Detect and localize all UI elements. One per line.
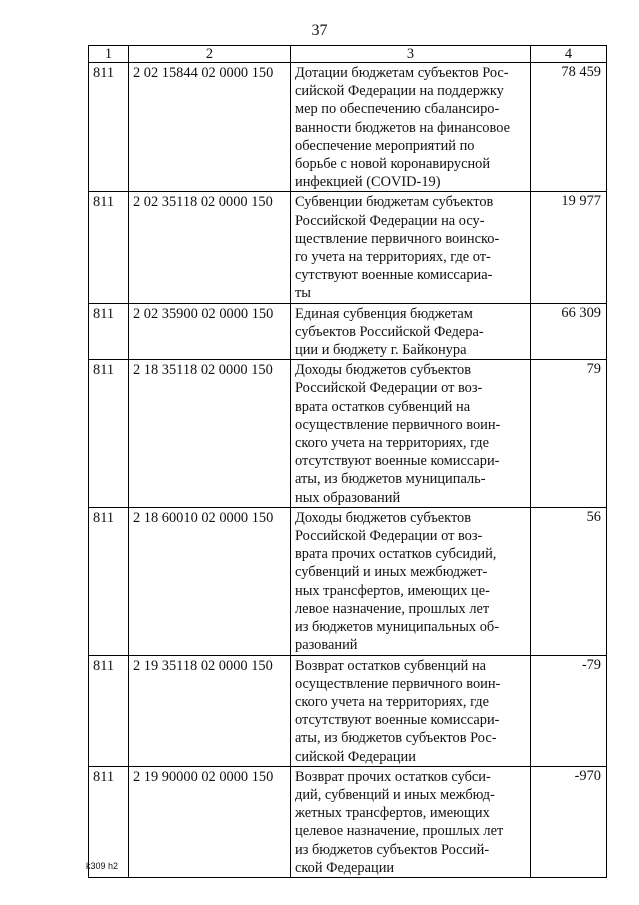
table-body [89, 63, 607, 878]
name-line: Единая субвенция бюджетам [295, 305, 473, 322]
name-line: обеспечение мероприятий по [295, 137, 475, 154]
table-row [89, 655, 607, 766]
name-line: Доходы бюджетов субъектов [295, 509, 472, 526]
cell-name [291, 303, 531, 360]
name-line: сийской Федерации на поддержку [295, 83, 504, 100]
cell-amount: 79 [531, 360, 607, 508]
name-line: отсутствуют военные комиссари- [295, 712, 500, 729]
name-line: врата прочих остатков субсидий, [295, 546, 497, 563]
table-row [89, 360, 607, 508]
cell-group: 811 [89, 766, 129, 877]
name-line: осуществление первичного воин- [295, 675, 501, 692]
name-line: Российской Федерации на осу- [295, 212, 485, 229]
table-row [89, 192, 607, 303]
cell-code: 2 02 35900 02 0000 150 [129, 303, 291, 360]
name-line: ванности бюджетов на финансовое [295, 119, 510, 136]
table-row [89, 766, 607, 877]
cell-amount: 66 309 [531, 303, 607, 360]
header-col-2: 2 [129, 46, 291, 63]
cell-group: 811 [89, 507, 129, 655]
cell-group: 811 [89, 303, 129, 360]
cell-code: 2 18 60010 02 0000 150 [129, 507, 291, 655]
header-col-1: 1 [89, 46, 129, 63]
budget-revenue-table [88, 45, 607, 878]
cell-name [291, 766, 531, 877]
name-line: Возврат остатков субвенций на [295, 657, 487, 674]
name-line: из бюджетов муниципальных об- [295, 619, 500, 636]
name-line: Российской Федерации от воз- [295, 528, 483, 545]
cell-name [291, 507, 531, 655]
name-line: Субвенции бюджетам субъектов [295, 194, 494, 211]
cell-group: 811 [89, 192, 129, 303]
name-line: ского учета на территориях, где [295, 693, 489, 710]
name-line: ты [295, 285, 311, 302]
name-line: мер по обеспечению сбалансиро- [295, 101, 500, 118]
cell-amount: 56 [531, 507, 607, 655]
name-line: Доходы бюджетов субъектов [295, 362, 472, 379]
name-line: ных образований [295, 489, 401, 506]
name-line: субъектов Российской Федера- [295, 323, 484, 340]
name-line: разований [295, 637, 358, 654]
cell-amount: 78 459 [531, 63, 607, 192]
name-line: ции и бюджету г. Байконура [295, 342, 467, 359]
cell-group: 811 [89, 360, 129, 508]
cell-code: 2 19 35118 02 0000 150 [129, 655, 291, 766]
name-line: аты, из бюджетов субъектов Рос- [295, 730, 497, 747]
cell-code: 2 19 90000 02 0000 150 [129, 766, 291, 877]
footer-mark: k309 h2 [86, 861, 119, 871]
name-line: субвенций и иных межбюджет- [295, 564, 488, 581]
name-line: Дотации бюджетам субъектов Рос- [295, 65, 509, 81]
table-row [89, 303, 607, 360]
name-line: го учета на территориях, где от- [295, 249, 491, 266]
cell-group: 811 [89, 63, 129, 192]
name-line: инфекцией (COVID-19) [295, 174, 441, 191]
header-col-3: 3 [291, 46, 531, 63]
name-line: левое назначение, прошлых лет [295, 600, 490, 617]
name-line: ской Федерации [295, 859, 395, 876]
name-line: сийской Федерации [295, 748, 416, 765]
name-line: сутствуют военные комиссариа- [295, 267, 493, 284]
cell-amount: 19 977 [531, 192, 607, 303]
name-line: целевое назначение, прошлых лет [295, 823, 504, 840]
cell-name [291, 192, 531, 303]
name-line: из бюджетов субъектов Россий- [295, 841, 490, 858]
cell-code: 2 18 35118 02 0000 150 [129, 360, 291, 508]
cell-name [291, 63, 531, 192]
name-line: врата остатков субвенций на [295, 398, 471, 415]
name-line: ществление первичного воинско- [295, 230, 500, 247]
cell-amount: -79 [531, 655, 607, 766]
cell-group: 811 [89, 655, 129, 766]
header-col-4: 4 [531, 46, 607, 63]
cell-amount: -970 [531, 766, 607, 877]
name-line: дий, субвенций и иных межбюд- [295, 786, 495, 803]
name-line: ского учета на территориях, где [295, 435, 489, 452]
cell-code: 2 02 15844 02 0000 150 [129, 63, 291, 192]
name-line: Возврат прочих остатков субси- [295, 768, 491, 785]
cell-name [291, 360, 531, 508]
name-line: аты, из бюджетов муниципаль- [295, 471, 486, 488]
table-row [89, 507, 607, 655]
cell-code: 2 02 35118 02 0000 150 [129, 192, 291, 303]
cell-name [291, 655, 531, 766]
name-line: борьбе с новой коронавирусной [295, 156, 491, 173]
name-line: отсутствуют военные комиссари- [295, 453, 500, 470]
page-number: 37 [311, 22, 328, 39]
name-line: осуществление первичного воин- [295, 416, 501, 433]
table-row [89, 63, 607, 192]
name-line: Российской Федерации от воз- [295, 380, 483, 397]
name-line: ных трансфертов, имеющих це- [295, 582, 490, 599]
name-line: жетных трансфертов, имеющих [295, 805, 490, 822]
header-row [89, 46, 607, 63]
